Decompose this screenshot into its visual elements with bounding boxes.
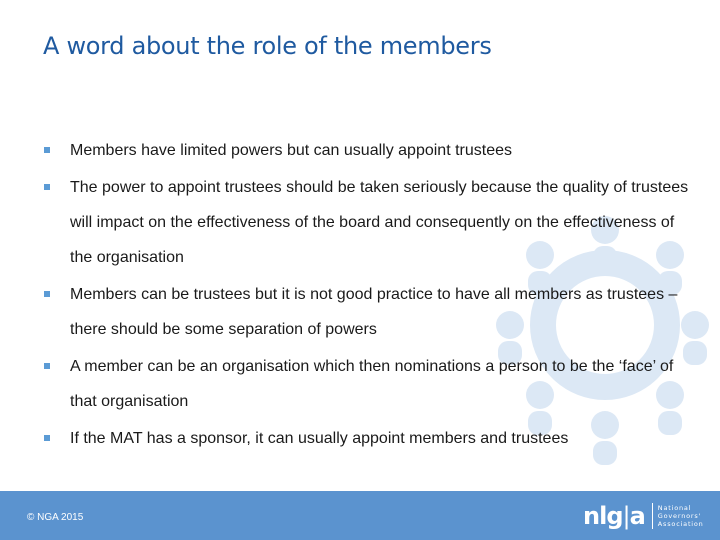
- logo-divider: [652, 503, 653, 529]
- bullet-item: [44, 421, 694, 456]
- bullet-square-icon: [44, 147, 50, 153]
- bullet-square-icon: [44, 363, 50, 369]
- logo-line: Association: [657, 520, 704, 528]
- logo-mark: nlg|a: [583, 502, 645, 530]
- bullet-text: Members have limited powers but can usually appoint trustees: [70, 142, 512, 159]
- bullet-square-icon: [44, 291, 50, 297]
- bullet-square-icon: [44, 184, 50, 190]
- logo-line: National: [657, 504, 692, 512]
- footer-bar: [0, 491, 720, 540]
- bullet-text: Members can be trustees but it is not good practice to have all members as trustees – there should be some separation of powers: [70, 286, 678, 338]
- bullet-item: [44, 133, 694, 168]
- bullet-item: [44, 349, 694, 419]
- logo-line: Governors': [657, 512, 702, 520]
- bullet-list: [44, 133, 694, 456]
- bullet-square-icon: [44, 435, 50, 441]
- bullet-item: [44, 277, 694, 347]
- bullet-item: [44, 170, 694, 275]
- bullet-text: The power to appoint trustees should be taken seriously because the quality of trustees will impact on the effectiveness of the board and consequently on the effectiveness of the organisation: [70, 179, 689, 266]
- bullet-text: If the MAT has a sponsor, it can usually appoint members and trustees: [70, 430, 569, 447]
- slide-title: A word about the role of the members: [43, 32, 492, 60]
- copyright-text: © NGA 2015: [27, 512, 84, 523]
- bullet-text: A member can be an organisation which then nominations a person to be the ‘face’ of that organisation: [70, 358, 674, 410]
- nga-logo: [583, 502, 704, 530]
- logo-wordmark: [658, 504, 704, 528]
